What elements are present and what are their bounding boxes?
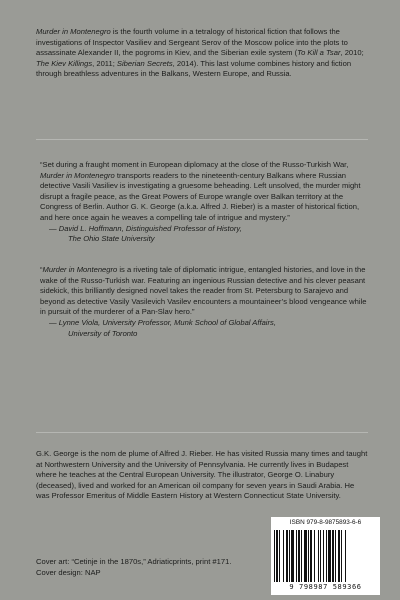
barcode-bar <box>328 530 331 582</box>
book-title: Murder in Montenegro <box>40 170 115 180</box>
barcode-bar <box>310 530 312 582</box>
cover-design-credit: Cover design: NAP <box>36 567 101 577</box>
description-separator: , 2011; <box>92 58 117 68</box>
quote-attribution: — David L. Hoffmann, Distinguished Professor of History, <box>49 223 242 233</box>
barcode-bar <box>286 530 288 582</box>
barcode-bar <box>314 530 315 582</box>
section-divider <box>36 432 368 433</box>
barcode-bar <box>279 530 280 582</box>
description-text: is the fourth volume in a tetralogy of historical fiction that follows the investigations of Inspector Vasiliev and Sergeant Serov of the Moscow police into the plots to assassinate Alexander II, the pogroms in Kiev, and the Siberian exile system ( <box>36 27 348 58</box>
cover-art-credit: Cover art: “Cetinje in the 1870s,” Adriaticprints, print #171. <box>36 557 232 566</box>
barcode-bar <box>332 530 334 582</box>
barcode-bar <box>289 530 290 582</box>
barcode-bar <box>320 530 321 582</box>
barcode-bar <box>276 530 278 582</box>
prior-book-title: Siberian Secrets <box>116 58 173 68</box>
barcode-bar <box>338 530 340 582</box>
barcode-bars <box>274 530 377 582</box>
book-title: Murder in Montenegro <box>36 27 111 36</box>
barcode <box>271 517 380 595</box>
barcode-bar <box>304 530 307 582</box>
barcode-bar <box>298 530 300 582</box>
review-quote-viola <box>40 265 370 339</box>
prior-book-title: The Kiev Killings <box>36 58 93 68</box>
barcode-bar <box>326 530 327 582</box>
cover-credits <box>36 557 231 578</box>
quote-attribution: — Lynne Viola, University Professor, Munk School of Global Affairs, <box>49 317 276 327</box>
description-separator: , 2010; <box>340 48 364 58</box>
quote-text: transports readers to the nineteenth-century Balkans where Russian detective Vasili Vasiliev is investigating a gruesome beheading. Left unsolved, the murder might disrupt a fragile peace, as the Great Powers of Europe wrangle over Balkan territory at the Congress of Berlin. Author G. K. George (a.k.a. Alfred J. Rieber) is a master of historical fiction, and here once again he weaves a compelling tale of intrigue and mystery.” <box>40 170 361 222</box>
barcode-bar <box>308 530 309 582</box>
barcode-bar <box>291 530 294 582</box>
barcode-bar <box>341 530 342 582</box>
barcode-bar <box>301 530 302 582</box>
description-tail: , 2014). This last volume combines history and fiction through breathless adventures in the Balkans, Western Europe, and Russia. <box>36 58 352 79</box>
quote-text: is a riveting tale of diplomatic intrigue, entangled histories, and love in the wake of the Russo-Turkish war. Featuring an ingenious Russian detective and his clever peasant sidekick, this brilliantly designed novel takes the reader from St. Petersburg to Sarajevo and beyond as detective Vasily Vasilevich Vasilev encounters a mountaineer’s blood vengeance while in pursuit of the murderer of a Pan-Slav hero.” <box>40 265 367 317</box>
barcode-bar <box>296 530 297 582</box>
barcode-bar <box>335 530 336 582</box>
quote-text: “Set during a fraught moment in European diplomacy at the close of the Russo-Turkish War, <box>40 160 349 169</box>
quote-affiliation: University of Toronto <box>68 328 138 338</box>
book-description <box>36 27 368 80</box>
barcode-bar <box>274 530 275 582</box>
quote-text: “ <box>40 265 43 274</box>
prior-book-title: To Kill a Tsar <box>297 48 341 58</box>
barcode-bar <box>323 530 324 582</box>
book-title: Murder in Montenegro <box>42 265 118 274</box>
isbn-number: ISBN 979-8-9875893-6-6 <box>289 519 362 526</box>
author-bio: G.K. George is the nom de plume of Alfred J. Rieber. He has visited Russia many times and taught at Northwestern University and the University of Pennsylvania. He currently lives in Budapest where he teaches at the Central European University. The illustrator, George O. Linabury (deceased), lived and worked for an American oil company for seven years in Saudi Arabia. He was Professor Emeritus of Middle Eastern History at Western Connecticut State University. <box>36 449 368 501</box>
barcode-bar <box>345 530 346 582</box>
review-quote-hoffmann <box>40 160 370 245</box>
barcode-digits: 9 798987 589366 <box>289 583 362 591</box>
section-divider <box>36 139 368 140</box>
barcode-bar <box>318 530 319 582</box>
quote-affiliation: The Ohio State University <box>68 234 155 244</box>
barcode-bar <box>283 530 284 582</box>
